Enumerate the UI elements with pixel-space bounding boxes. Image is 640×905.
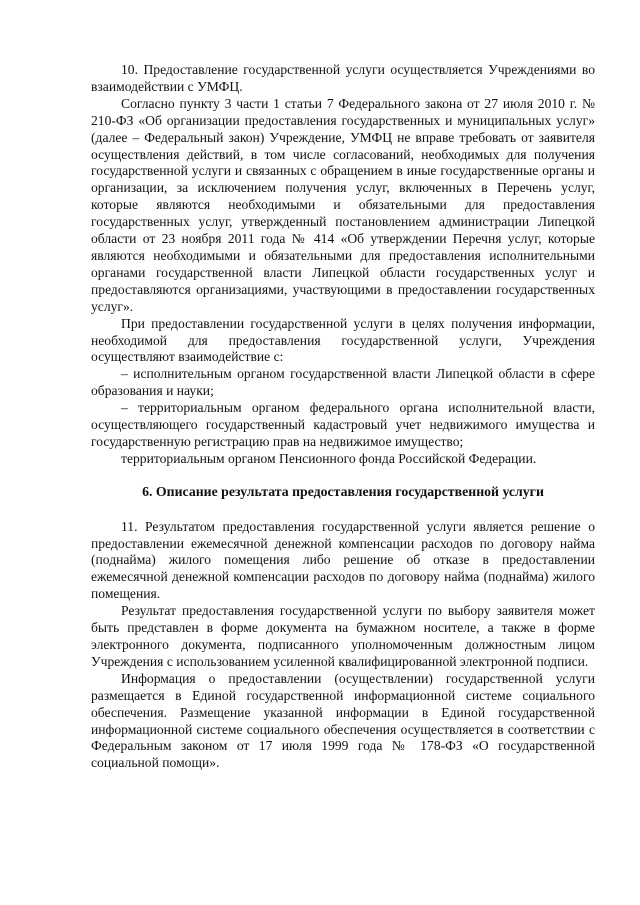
paragraph-interaction: При предоставлении государственной услуги в целях получения информации, необходимой для предоставления государственной услуги, Учреждения осуществляют взаимодействие с: bbox=[91, 315, 595, 365]
paragraph-result-form: Результат предоставления государственной услуги по выбору заявителя может быть представлен в форме документа на бумажном носителе, а также в форме электронного документа, подписанного уполномоченным должностным лицом Учреждения с использованием усиленной квалифицированной электронной подписи. bbox=[91, 603, 595, 669]
paragraph-federal-law: Согласно пункту 3 части 1 статьи 7 Федерального закона от 27 июля 2010 г. № 210-ФЗ «Об организации предоставления государственных и муниципальных услуг» (далее – Федеральный закон) Учреждение, УМФЦ не вправе требовать от заявителя осуществления действий, в том числе согласований, необходимых для получения государственной услуги и связанных с обращением в иные государственные органы и организации, за исключением получения услуг, включенных в Перечень услуг, которые являются необходимыми и обязательными для предоставления государственных услуг, утвержденный постановлением администрации Липецкой области от 23 ноября 2011 года № 414 «Об утверждении Перечня услуг, которые являются необходимыми и обязательными для предоставления исполнительными органами государственной власти Липецкой области государственных услуг и предоставляются организациями, участвующими в предоставлении государственных услуг». bbox=[91, 95, 595, 314]
section-heading: 6. Описание результата предоставления государственной услуги bbox=[142, 483, 544, 499]
paragraph-10: 10. Предоставление государственной услуги осуществляется Учреждениями во взаимодействии с УМФЦ. bbox=[91, 62, 595, 94]
list-item-cadastre: – территориальным органом федерального органа исполнительной власти, осуществляющего государственный кадастровый учет недвижимого имущества и государственную регистрацию прав на недвижимое имущество; bbox=[91, 400, 595, 449]
paragraph-info-system: Информация о предоставлении (осуществлении) государственной услуги размещается в Единой государственной информационной системе социального обеспечения. Размещение указанной информации в Единой государственной информационной системе социального обеспечения осуществляется в соответствии с Федеральным законом от 17 июля 1999 года № 178-ФЗ «О государственной социальной помощи». bbox=[91, 670, 595, 771]
list-item-education: – исполнительным органом государственной власти Липецкой области в сфере образования и науки; bbox=[91, 366, 595, 399]
list-item-pension-fund: территориальным органом Пенсионного фонда Российской Федерации. bbox=[121, 450, 537, 466]
paragraph-11: 11. Результатом предоставления государственной услуги является решение о предоставлении ежемесячной денежной компенсации расходов по договору найма (поднайма) жилого помещения либо решение об отказе в предоставлении ежемесячной денежной компенсации расходов по договору найма (поднайма) жилого помещения. bbox=[91, 518, 595, 602]
document-page bbox=[91, 62, 595, 772]
